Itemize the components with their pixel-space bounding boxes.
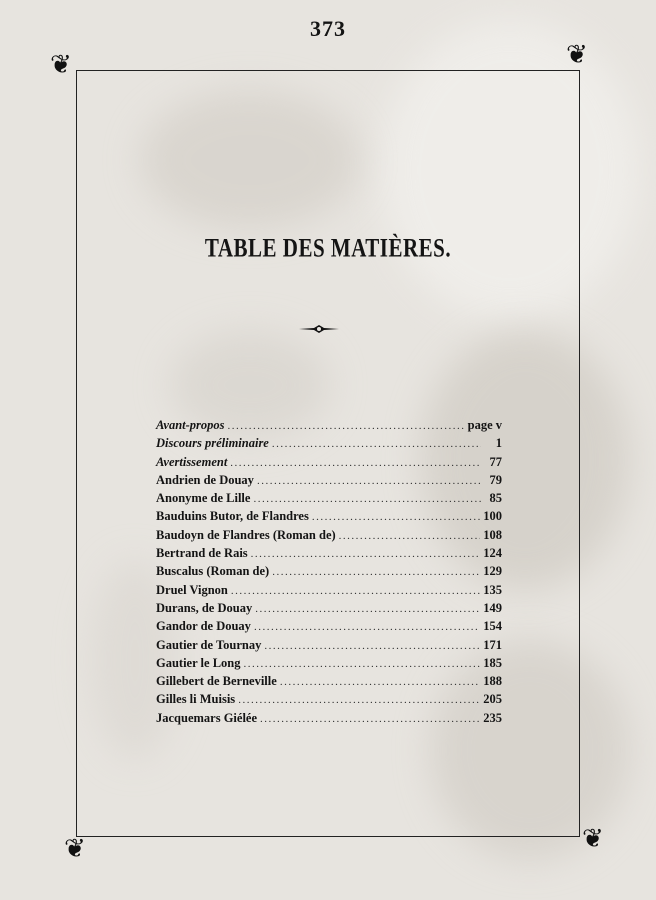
toc-entry-label: Baudoyn de Flandres (Roman de) [156, 527, 336, 542]
dot-leader [230, 457, 481, 469]
toc-entry [156, 418, 502, 436]
toc-entry-page: 235 [483, 710, 502, 725]
dot-leader [260, 713, 480, 725]
toc-entry [156, 564, 502, 582]
toc-entry-label: Durans, de Douay [156, 600, 253, 615]
ornamental-rule-icon [298, 322, 340, 336]
table-of-contents [156, 418, 502, 729]
toc-entry-label: Gillebert de Berneville [156, 674, 277, 689]
toc-entry [156, 619, 502, 637]
toc-entry-page: 188 [483, 674, 502, 689]
toc-entry-page: 205 [483, 692, 502, 707]
toc-entry [156, 455, 502, 473]
toc-entry [156, 436, 502, 454]
page-title: TABLE DES MATIÈRES. [204, 232, 452, 263]
dot-leader [272, 438, 481, 450]
dot-leader [280, 676, 480, 688]
toc-entry-page: 108 [483, 527, 502, 542]
dot-leader [228, 420, 465, 432]
toc-entry [156, 491, 502, 509]
toc-entry-page: 185 [483, 655, 502, 670]
dot-leader [312, 511, 480, 523]
toc-entry-label: Avertissement [156, 454, 228, 469]
toc-entry [156, 692, 502, 710]
dot-leader [238, 694, 480, 706]
toc-entry-label: Gandor de Douay [156, 619, 251, 634]
toc-entry-label: Druel Vignon [156, 582, 228, 597]
toc-entry-page: 77 [489, 454, 502, 469]
toc-entry-page: 79 [489, 472, 502, 487]
dot-leader [339, 530, 481, 542]
dot-leader [257, 475, 481, 487]
toc-entry [156, 546, 502, 564]
toc-entry-page: 85 [489, 491, 502, 506]
toc-entry [156, 674, 502, 692]
dot-leader [254, 621, 480, 633]
fleuron-icon: ❦ [50, 50, 72, 79]
toc-entry-page: 100 [483, 509, 502, 524]
dot-leader [272, 566, 480, 578]
toc-entry-label: Gautier de Tournay [156, 637, 262, 652]
toc-entry-label: Anonyme de Lille [156, 491, 251, 506]
toc-entry [156, 638, 502, 656]
toc-entry [156, 473, 502, 491]
toc-entry [156, 711, 502, 729]
toc-entry [156, 509, 502, 527]
toc-entry-label: Avant-propos [156, 418, 225, 432]
toc-entry-page: 149 [483, 600, 502, 615]
toc-entry-page: page v [467, 418, 502, 432]
toc-entry-label: Gautier le Long [156, 655, 241, 670]
dot-leader [264, 640, 480, 652]
dot-leader [231, 585, 480, 597]
toc-entry-page: 135 [483, 582, 502, 597]
toc-entry [156, 528, 502, 546]
toc-entry-label: Bertrand de Rais [156, 546, 248, 561]
toc-entry-label: Discours préliminaire [156, 436, 269, 451]
fleuron-icon: ❦ [582, 824, 604, 853]
dot-leader [253, 493, 481, 505]
fleuron-icon: ❦ [566, 40, 588, 69]
toc-entry-page: 124 [483, 546, 502, 561]
fleuron-icon: ❦ [64, 834, 86, 863]
toc-entry [156, 656, 502, 674]
toc-entry-page: 1 [495, 436, 502, 451]
toc-entry-label: Jacquemars Giélée [156, 710, 258, 725]
toc-entry-label: Buscalus (Roman de) [156, 564, 270, 579]
toc-entry-label: Andrien de Douay [156, 472, 254, 487]
toc-entry-page: 171 [483, 637, 502, 652]
dot-leader [251, 548, 481, 560]
toc-entry-label: Gilles li Muisis [156, 692, 236, 707]
dot-leader [244, 658, 481, 670]
toc-entry-page: 154 [483, 619, 502, 634]
toc-entry-page: 129 [483, 564, 502, 579]
toc-entry [156, 601, 502, 619]
toc-entry [156, 583, 502, 601]
page-number: 373 [310, 16, 346, 41]
dot-leader [255, 603, 480, 615]
toc-entry-label: Bauduins Butor, de Flandres [156, 509, 309, 524]
